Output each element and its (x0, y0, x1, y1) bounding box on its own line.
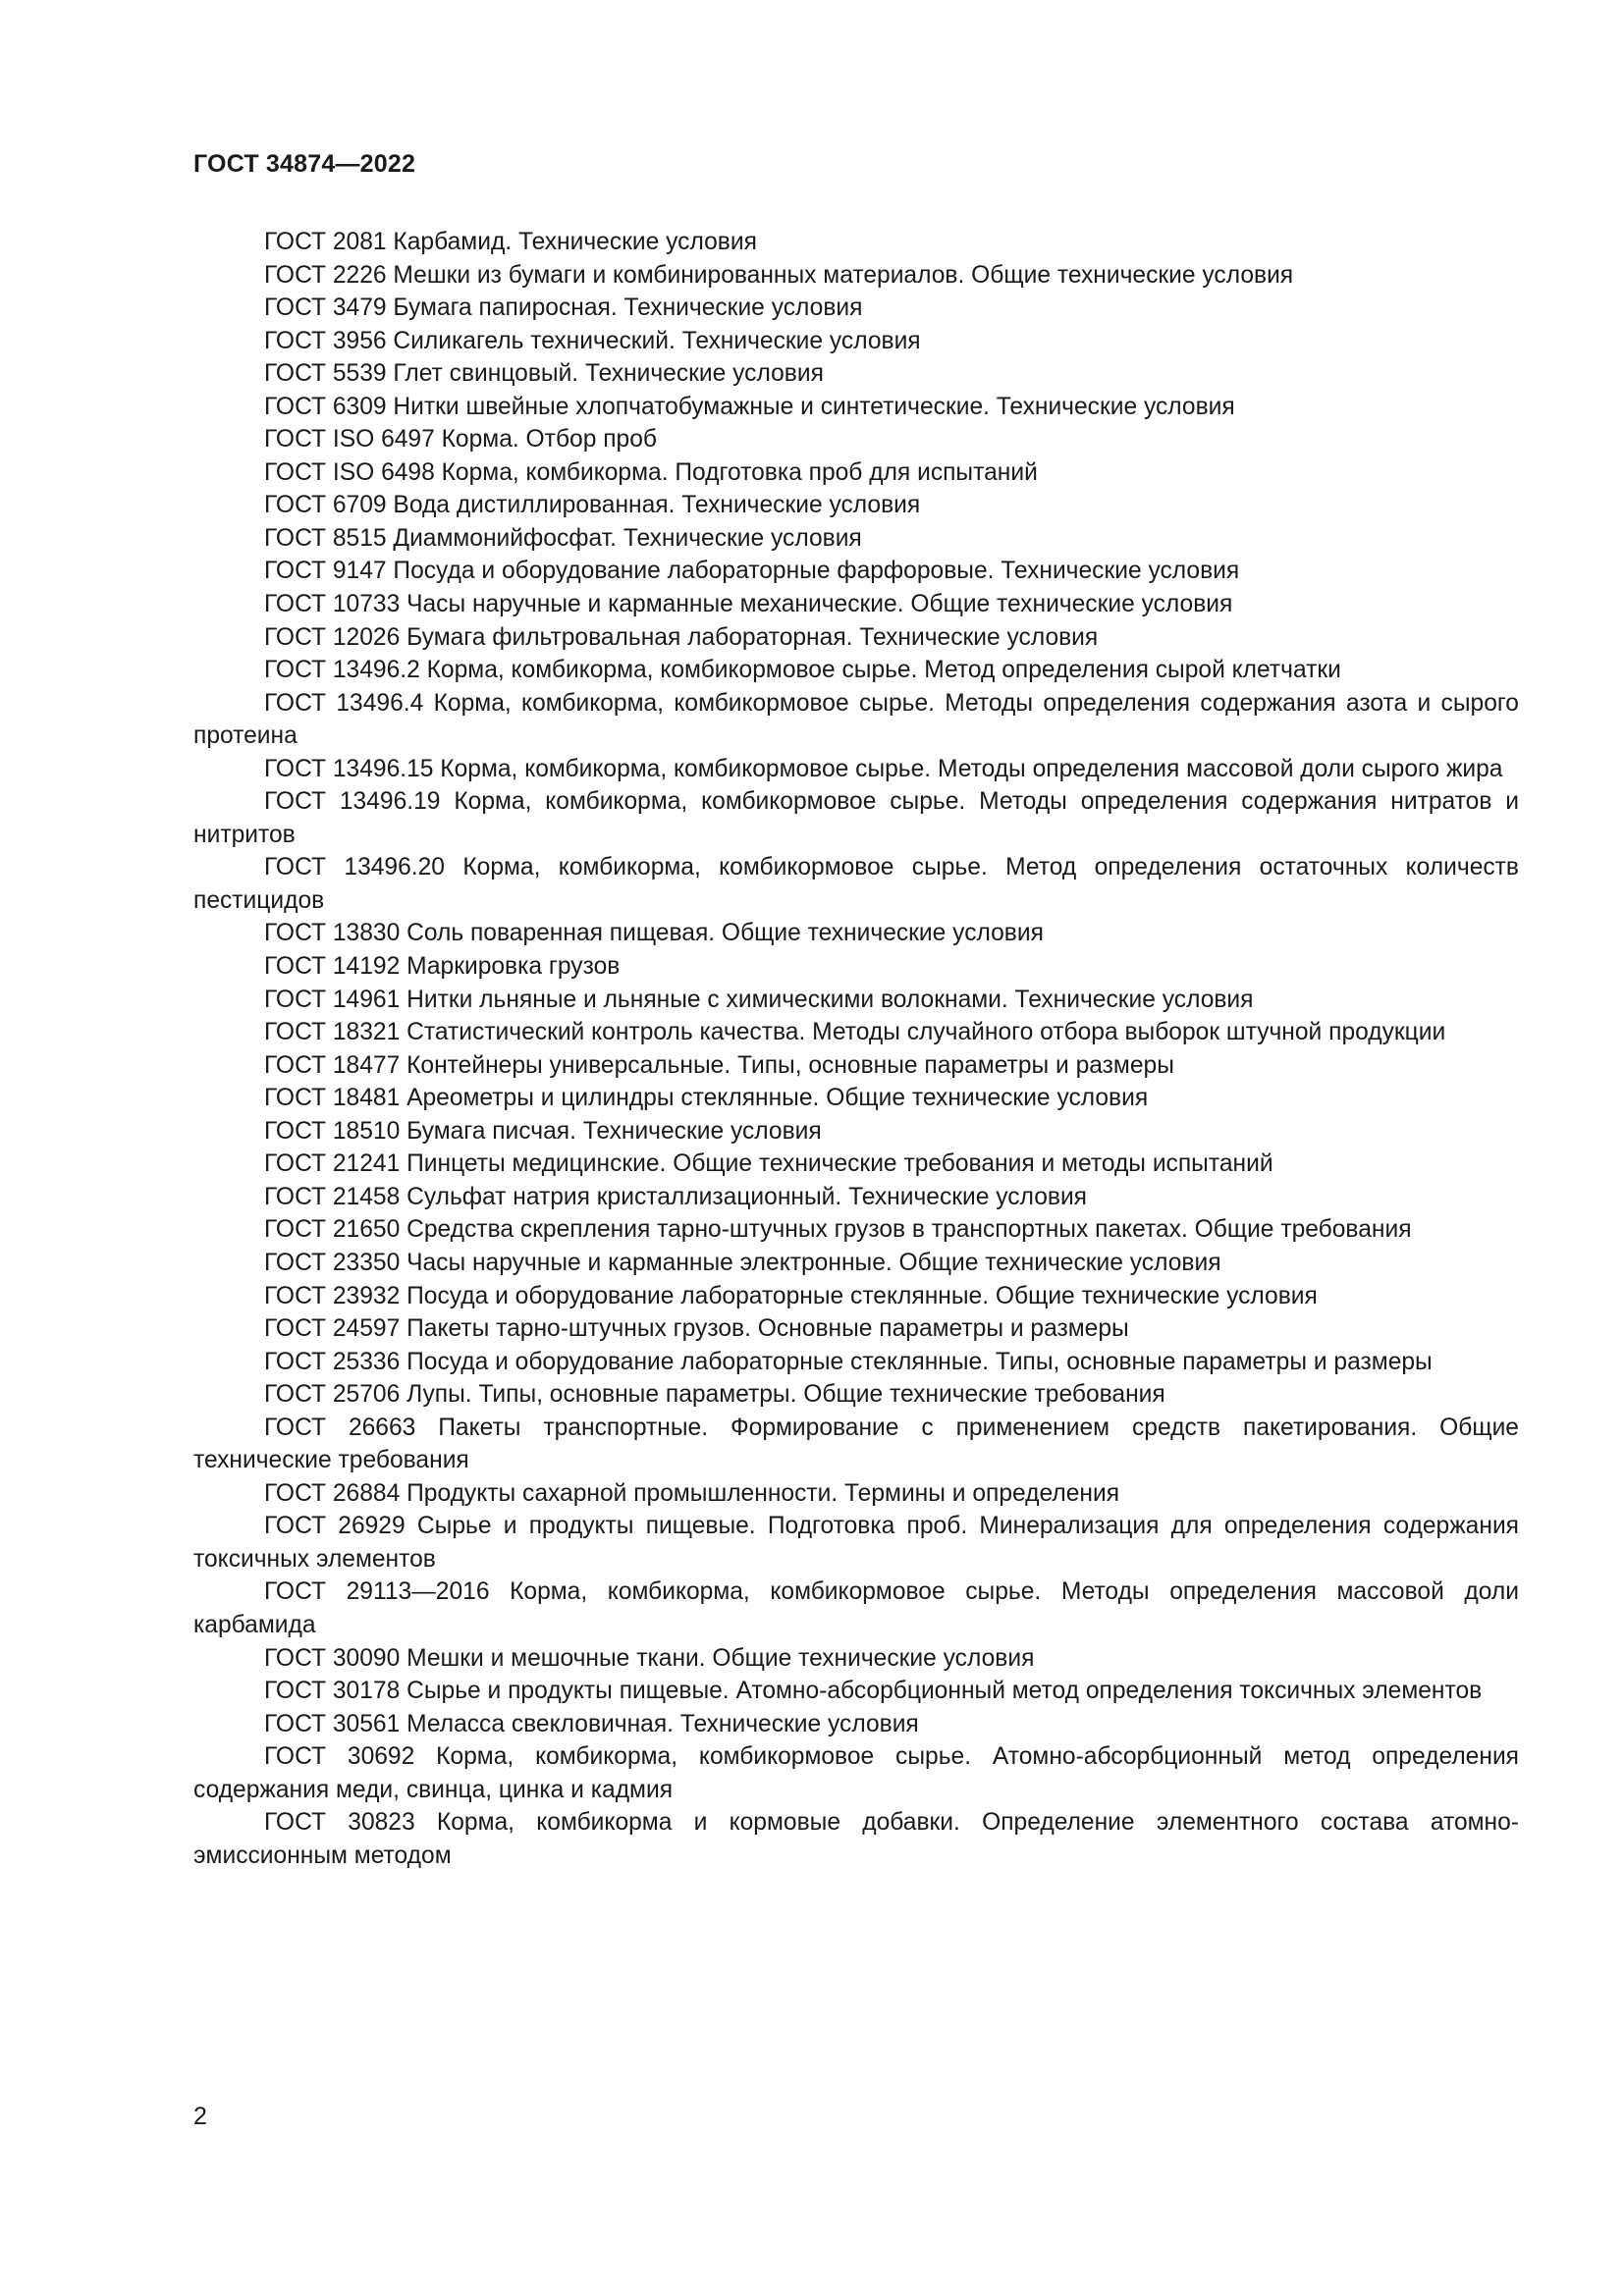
reference-item: ГОСТ 6709 Вода дистиллированная. Технические условия (264, 492, 921, 519)
reference-item: ГОСТ 3956 Силикагель технический. Технические условия (264, 327, 921, 354)
reference-item: ГОСТ 30692 Корма, комбикорма, комбикормовое сырье. Атомно-абсорбционный метод определения содержания меди, свинца, цинка и кадмия (193, 1743, 1519, 1803)
reference-item: ГОСТ 14192 Маркировка грузов (264, 953, 621, 981)
reference-item: ГОСТ 21458 Сульфат натрия кристаллизационный. Технические условия (264, 1183, 1087, 1210)
reference-item: ГОСТ 30090 Мешки и мешочные ткани. Общие технические условия (264, 1644, 1035, 1672)
reference-item: ГОСТ ISO 6497 Корма. Отбор проб (264, 426, 657, 454)
reference-item: ГОСТ 13496.15 Корма, комбикорма, комбикормовое сырье. Методы определения массовой доли сырого жира (264, 755, 1503, 782)
reference-item: ГОСТ 6309 Нитки швейные хлопчатобумажные и синтетические. Технические условия (264, 393, 1235, 420)
reference-item: ГОСТ 18510 Бумага писчая. Технические условия (264, 1117, 822, 1145)
normative-references-list (193, 226, 1519, 1872)
reference-item: ГОСТ 13830 Соль поваренная пищевая. Общие технические условия (264, 920, 1044, 947)
reference-item: ГОСТ 13496.4 Корма, комбикорма, комбикормовое сырье. Методы определения содержания азота и сырого протеина (193, 689, 1519, 750)
reference-item: ГОСТ 29113—2016 Корма, комбикорма, комбикормовое сырье. Методы определения массовой доли карбамида (193, 1578, 1519, 1638)
document-header-code: ГОСТ 34874—2022 (193, 150, 416, 178)
reference-item: ГОСТ 14961 Нитки льняные и льняные с химическими волокнами. Технические условия (264, 986, 1254, 1013)
reference-item: ГОСТ 12026 Бумага фильтровальная лабораторная. Технические условия (264, 623, 1099, 651)
reference-item: ГОСТ 10733 Часы наручные и карманные механические. Общие технические условия (264, 591, 1233, 618)
reference-item: ГОСТ 2081 Карбамид. Технические условия (264, 229, 757, 255)
reference-item: ГОСТ 23350 Часы наручные и карманные электронные. Общие технические условия (264, 1249, 1221, 1276)
reference-item: ГОСТ 18321 Статистический контроль качества. Методы случайного отбора выборок штучной продукции (264, 1019, 1446, 1046)
reference-item: ГОСТ 21241 Пинцеты медицинские. Общие технические требования и методы испытаний (264, 1150, 1273, 1178)
reference-item: ГОСТ 13496.19 Корма, комбикорма, комбикормовое сырье. Методы определения содержания нитратов и нитритов (193, 788, 1519, 848)
reference-item: ГОСТ 2226 Мешки из бумаги и комбинированных материалов. Общие технические условия (264, 261, 1294, 289)
page-number: 2 (193, 2103, 207, 2130)
reference-item: ГОСТ 18481 Ареометры и цилиндры стеклянные. Общие технические условия (264, 1085, 1149, 1112)
reference-item: ГОСТ 3479 Бумага папиросная. Технические условия (264, 294, 863, 322)
reference-item: ГОСТ ISO 6498 Корма, комбикорма. Подготовка проб для испытаний (264, 458, 1038, 486)
reference-item: ГОСТ 13496.20 Корма, комбикорма, комбикормовое сырье. Метод определения остаточных количеств пестицидов (193, 854, 1519, 914)
reference-item: ГОСТ 26884 Продукты сахарной промышленности. Термины и определения (264, 1479, 1120, 1507)
reference-item: ГОСТ 25336 Посуда и оборудование лабораторные стеклянные. Типы, основные параметры и размеры (264, 1348, 1433, 1375)
reference-item: ГОСТ 30178 Сырье и продукты пищевые. Атомно-абсорбционный метод определения токсичных элементов (264, 1678, 1483, 1705)
reference-item: ГОСТ 8515 Диаммонийфосфат. Технические условия (264, 524, 862, 552)
reference-item: ГОСТ 26663 Пакеты транспортные. Формирование с применением средств пакетирования. Общие технические требования (193, 1414, 1519, 1474)
reference-item: ГОСТ 9147 Посуда и оборудование лабораторные фарфоровые. Технические условия (264, 558, 1240, 585)
reference-item: ГОСТ 25706 Лупы. Типы, основные параметры. Общие технические требования (264, 1381, 1165, 1409)
reference-item: ГОСТ 18477 Контейнеры универсальные. Типы, основные параметры и размеры (264, 1051, 1174, 1079)
reference-item: ГОСТ 13496.2 Корма, комбикорма, комбикормовое сырье. Метод определения сырой клетчатки (264, 657, 1341, 684)
reference-item: ГОСТ 26929 Сырье и продукты пищевые. Подготовка проб. Минерализация для определения содержания токсичных элементов (193, 1513, 1519, 1573)
reference-item: ГОСТ 21650 Средства скрепления тарно-штучных грузов в транспортных пакетах. Общие требования (264, 1216, 1412, 1244)
reference-item: ГОСТ 5539 Глет свинцовый. Технические условия (264, 360, 824, 388)
reference-item: ГОСТ 23932 Посуда и оборудование лабораторные стеклянные. Общие технические условия (264, 1282, 1318, 1309)
reference-item: ГОСТ 24597 Пакеты тарно-штучных грузов. Основные параметры и размеры (264, 1315, 1129, 1343)
reference-item: ГОСТ 30823 Корма, комбикорма и кормовые добавки. Определение элементного состава атомно-эмиссионным методом (193, 1809, 1519, 1869)
reference-item: ГОСТ 30561 Меласса свекловичная. Технические условия (264, 1710, 919, 1737)
